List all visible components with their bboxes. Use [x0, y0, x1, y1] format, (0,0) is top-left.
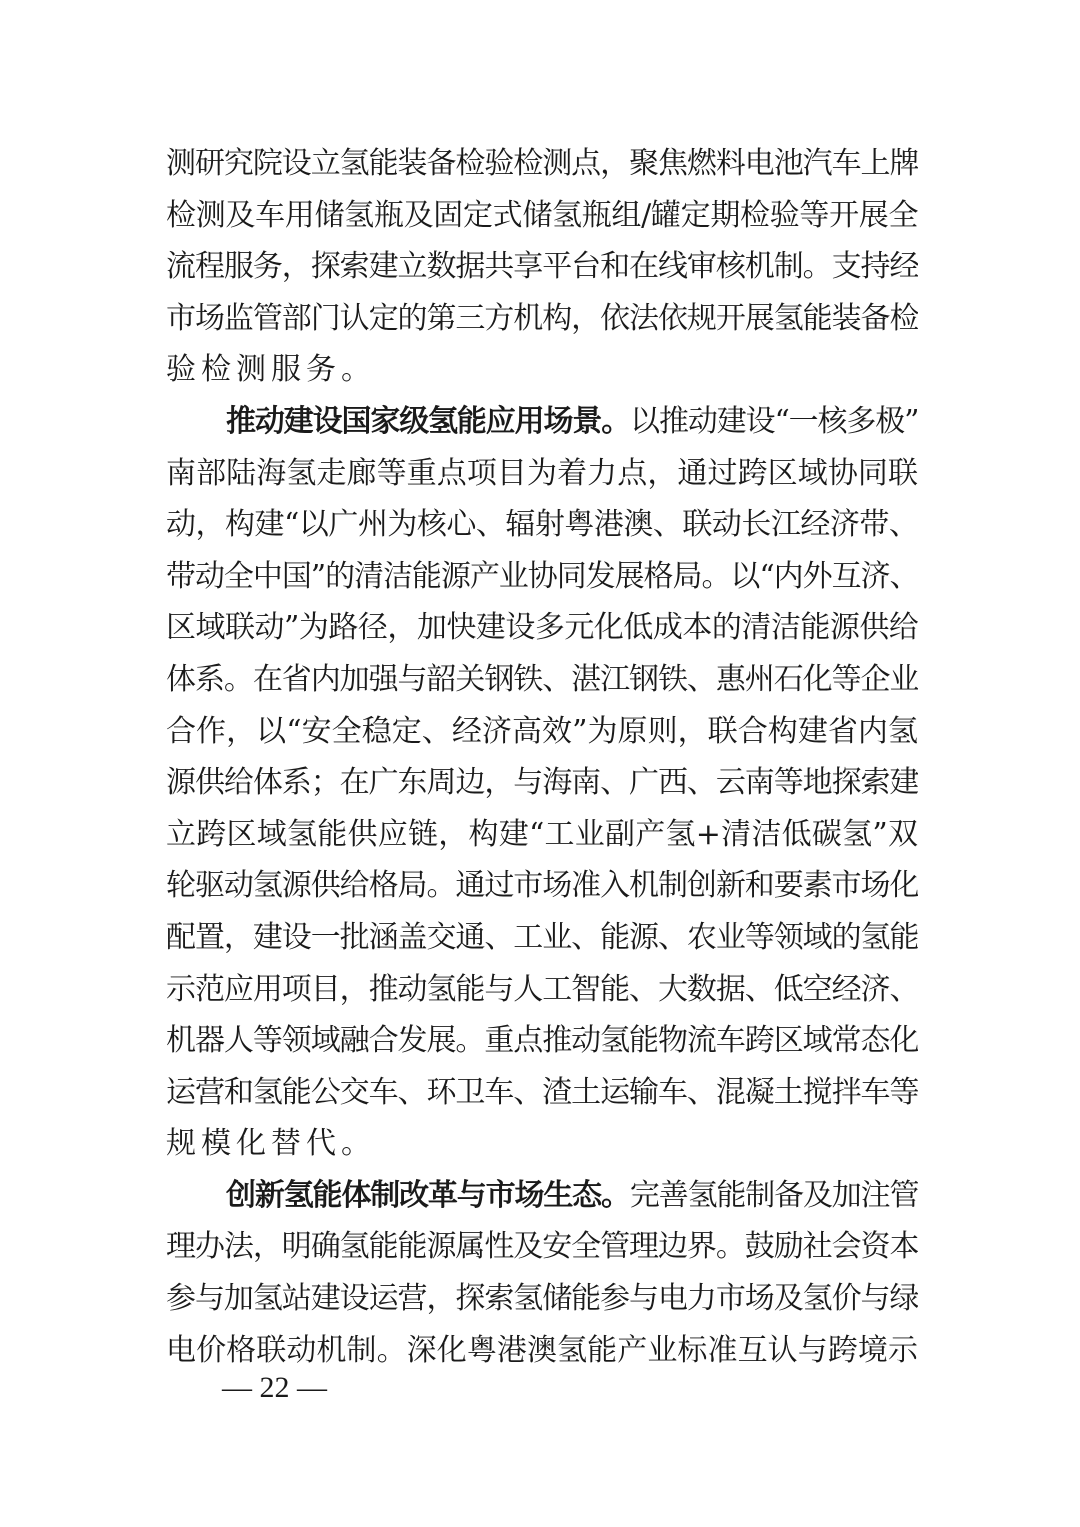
- text-line: 机器人等领域融合发展。重点推动氢能物流车跨区域常态化: [166, 1023, 918, 1059]
- paragraph-first-line: [166, 396, 918, 448]
- text-line-last: 规模化替代。: [166, 1126, 376, 1162]
- paragraph-first-line: [166, 1170, 918, 1222]
- text-line: 配置，建设一批涵盖交通、工业、能源、农业等领域的氢能: [166, 919, 918, 955]
- text-line: 测研究院设立氢能装备检验检测点，聚焦燃料电池汽车上牌: [166, 146, 918, 181]
- text-line: 立跨区域氢能供应链，构建“工业副产氢+清洁低碳氢”双: [166, 816, 918, 852]
- text-line: 合作，以“安全稳定、经济高效”为原则，联合构建省内氢: [166, 713, 918, 749]
- text-line: 检测及车用储氢瓶及固定式储氢瓶组/罐定期检验等开展全: [166, 197, 918, 233]
- text-line: 电价格联动机制。深化粤港澳氢能产业标准互认与跨境示: [166, 1332, 918, 1368]
- body-text: [166, 138, 918, 1376]
- paragraph-heading: 创新氢能体制改革与市场生态。: [226, 1177, 630, 1213]
- text-line: 源供给体系；在广东周边，与海南、广西、云南等地探索建: [166, 765, 918, 801]
- text-line: 区域联动”为路径，加快建设多元化低成本的清洁能源供给: [166, 610, 918, 646]
- text-line-last: 验检测服务。: [166, 352, 376, 388]
- page-number: — 22 —: [222, 1371, 327, 1404]
- text-line: 参与加氢站建设运营，探索氢储能参与电力市场及氢价与绿: [166, 1281, 918, 1317]
- text-line: 市场监管部门认定的第三方机构，依法依规开展氢能装备检: [166, 300, 918, 336]
- text-line: 流程服务，探索建立数据共享平台和在线审核机制。支持经: [166, 249, 918, 285]
- text-line: 体系。在省内加强与韶关钢铁、湛江钢铁、惠州石化等企业: [166, 661, 918, 697]
- text-line: 动，构建“以广州为核心、辐射粤港澳、联动长江经济带、: [166, 507, 918, 543]
- paragraph-first-line-text: 以推动建设“一核多极”: [630, 403, 918, 439]
- text-line: 理办法，明确氢能能源属性及安全管理边界。鼓励社会资本: [166, 1229, 918, 1265]
- paragraph-heading: 推动建设国家级氢能应用场景。: [226, 403, 631, 439]
- text-line: 带动全中国”的清洁能源产业协同发展格局。以“内外互济、: [166, 558, 918, 594]
- text-line: 示范应用项目，推动氢能与人工智能、大数据、低空经济、: [166, 971, 918, 1007]
- text-line: 南部陆海氢走廊等重点项目为着力点，通过跨区域协同联: [166, 455, 918, 491]
- paragraph-first-line-text: 完善氢能制备及加注管: [629, 1177, 918, 1213]
- text-line: 轮驱动氢源供给格局。通过市场准入机制创新和要素市场化: [166, 868, 918, 904]
- text-line: 运营和氢能公交车、环卫车、渣土运输车、混凝土搅拌车等: [166, 1074, 918, 1110]
